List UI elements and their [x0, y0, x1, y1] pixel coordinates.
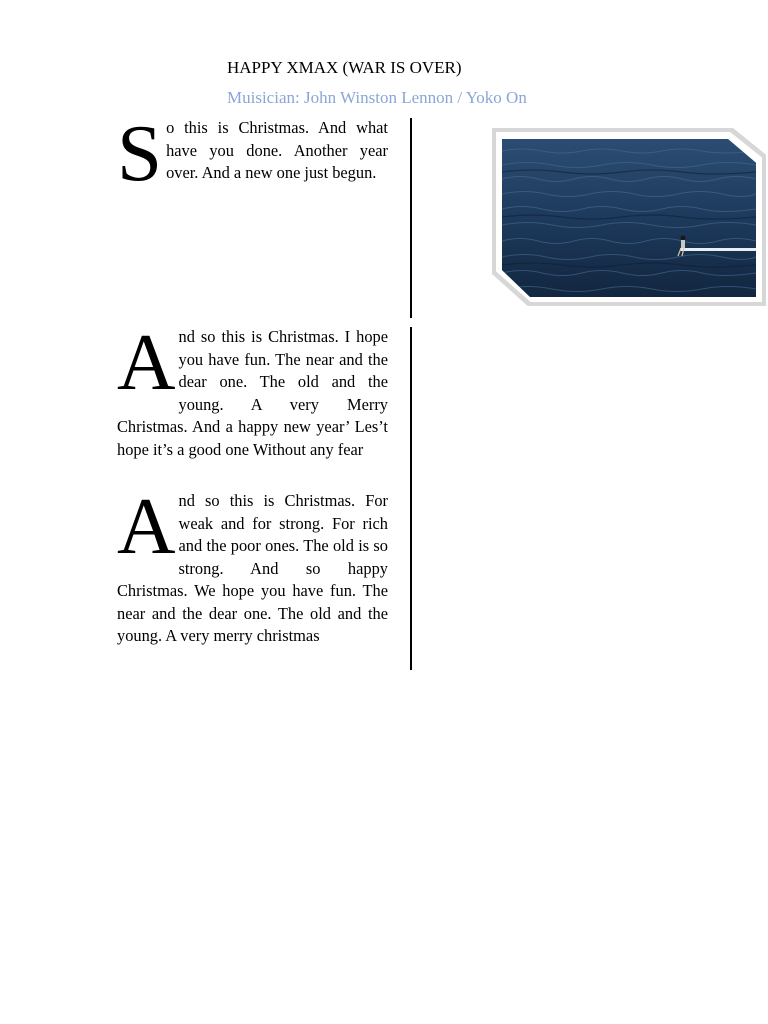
lyric-paragraph-3 — [117, 481, 388, 648]
document-subtitle: Muisician: John Winston Lennon / Yoko On — [227, 88, 527, 107]
person-figure — [680, 235, 685, 240]
lyric-paragraph-2 — [117, 317, 388, 461]
document-title: HAPPY XMAX (WAR IS OVER) — [227, 58, 462, 77]
ocean-photo-icon — [502, 139, 756, 297]
column-divider-top — [410, 118, 412, 318]
lyric-paragraph-1 — [117, 108, 388, 198]
paragraph-text: nd so this is Christmas. For weak and for strong. For rich and the poor ones. The old is so strong. And so happy Christmas. We hope you have fun. The near and the dear one. The old and the young. A very merry christmas — [117, 491, 388, 645]
drop-cap: S — [117, 108, 163, 198]
column-divider-bottom — [410, 327, 412, 670]
paragraph-text: o this is Christmas. And what have you done. Another year over. And a new one just begun. — [166, 118, 388, 182]
paragraph-text: nd so this is Christmas. I hope you have fun. The near and the dear one. The old and the young. A very Merry Christmas. And a happy new year’ Les’t hope it’s a good one Without any fear — [117, 327, 388, 459]
ocean-image — [502, 139, 756, 297]
diving-board — [680, 248, 756, 251]
drop-cap: A — [117, 317, 176, 407]
drop-cap: A — [117, 481, 176, 571]
